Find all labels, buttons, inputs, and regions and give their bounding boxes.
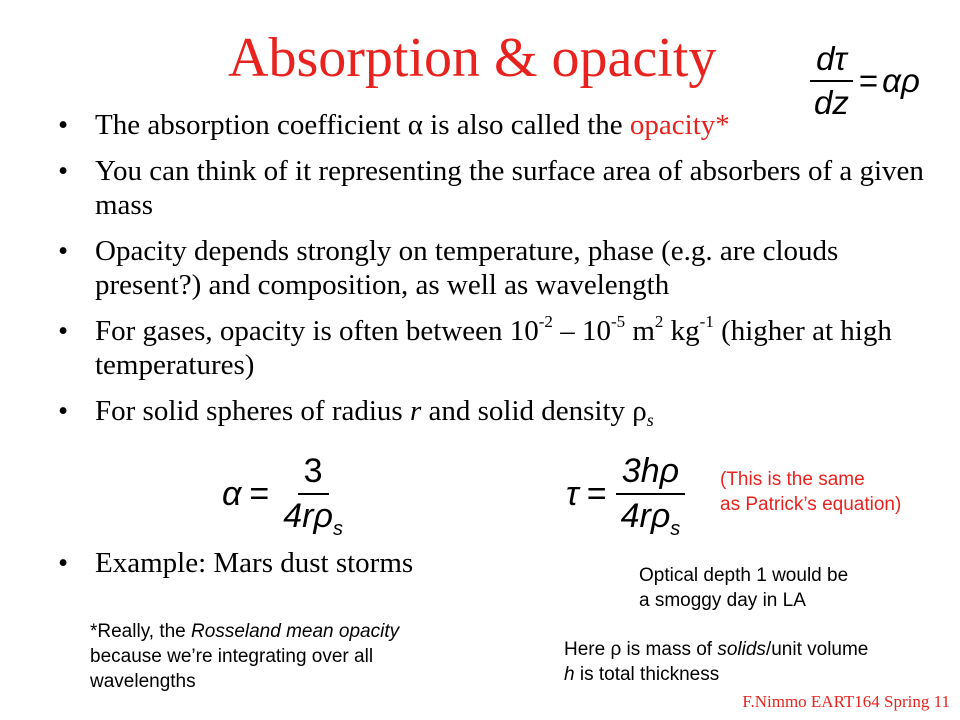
bullet-dependencies: • Opacity depends strongly on temperature, phase (e.g. are clouds present?) and composition, as well as wavelength [58, 234, 948, 302]
rosseland-footnote: *Really, the Rosseland mean opacity because we’re integrating over all wavelengths [90, 621, 400, 692]
dtau-dz-fraction: $\frac{d\tau}{dz}$ [808, 40, 855, 122]
bullet-opacity-definition: • The absorption coefficient α is also called the opacity* [58, 108, 948, 142]
bullet-gas-opacity: • For gases, opacity is often between $10^{-2} - 10^{-5}$ $m^2$ $kg^{-1}$ (higher at high temperatures) [58, 314, 948, 382]
here-rho-note: Here ρ is mass of solids/unit volume h is total thickness [564, 639, 869, 685]
bullet-solid-spheres: • For solid spheres of radius r and solid density $\rho_s$ [58, 394, 948, 431]
alpha-equation: α = $\frac{3}{4r\rho_s}$ [222, 452, 349, 536]
bullet-mars-dust: • Example: Mars dust storms [58, 546, 948, 580]
bullet-list [58, 108, 948, 431]
header-equation: $\frac{d\tau}{dz}$ = αρ [808, 40, 920, 122]
patrick-note: (This is the same as Patrick’s equation) [720, 469, 902, 515]
alpha-fraction: $\frac{3}{4r\rho_s}$ [283, 452, 343, 540]
tau-equation: τ = $\frac{3h\rho}{4r\rho_s}$ [566, 452, 686, 536]
bullet-surface-area: • You can think of it representing the surface area of absorbers of a given mass [58, 154, 948, 222]
footer-credit: F.Nimmo EART164 Spring 11 [742, 692, 950, 711]
slide-title: Absorption & opacity [228, 27, 717, 89]
header-equation-rhs: αρ [882, 62, 920, 99]
tau-fraction: $\frac{3h\rho}{4r\rho_s}$ [615, 452, 687, 536]
optical-depth-note: Optical depth 1 would be a smoggy day in LA [639, 565, 849, 611]
